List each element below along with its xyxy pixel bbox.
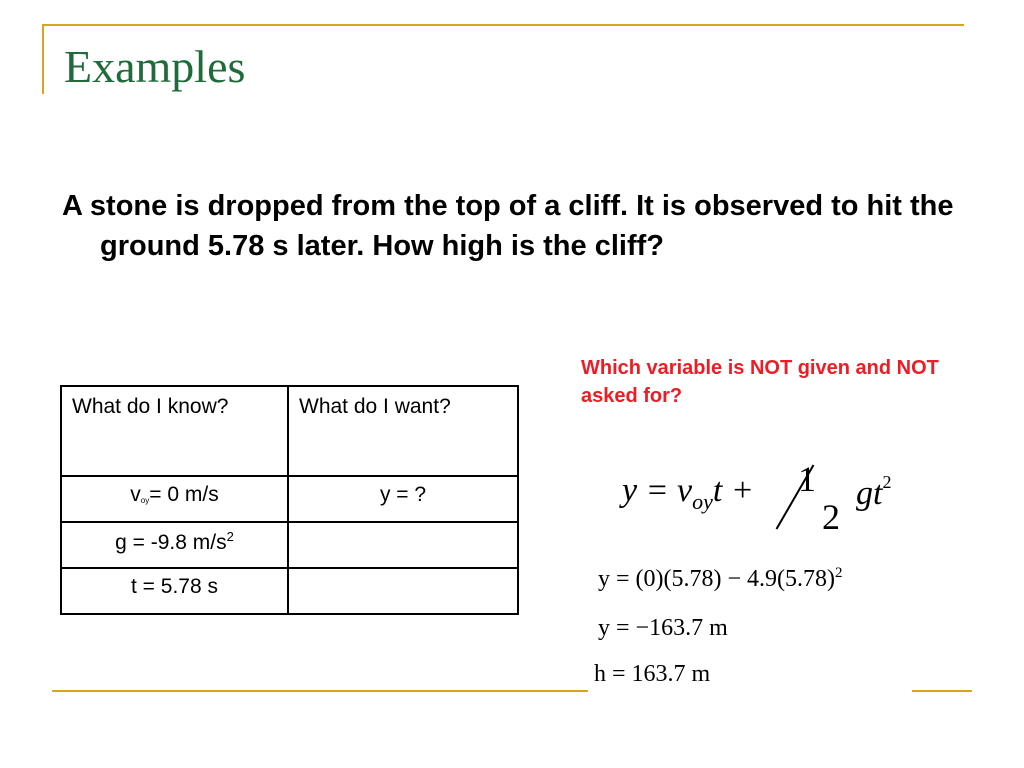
table-row <box>61 522 518 568</box>
known-voy: $v_{oy}= 0$ m/s <box>61 476 288 522</box>
slide-title: Examples <box>64 41 246 92</box>
known-g: g = -9.8 $m/s^2$ <box>61 522 288 568</box>
question-prompt: Which variable is NOT given and NOT asked for? <box>581 357 939 407</box>
bottom-border-line <box>52 690 588 692</box>
fraction-denominator: 2 <box>822 497 840 537</box>
kinematic-equation-end: $gt^2$ <box>856 472 892 512</box>
known-t: t = 5.78 s <box>61 568 288 614</box>
want-y: y = ? <box>288 476 518 522</box>
variables-table <box>60 385 519 615</box>
header-known: What do I know? <box>61 386 288 476</box>
equation-substitution: $y = (0)(5.78) - 4.9(5.78)^2$ <box>598 565 843 592</box>
table-row <box>61 476 518 522</box>
top-border-line <box>42 24 964 26</box>
table-header-row <box>61 386 518 476</box>
header-want: What do I want? <box>288 386 518 476</box>
left-border-line <box>42 24 44 94</box>
equation-height: h = 163.7 m <box>594 661 711 687</box>
fraction-numerator: 1 <box>798 459 816 499</box>
problem-statement: A stone is dropped from the top of a cliff. It is observed to hit the ground 5.78 s later. How high is the cliff? <box>62 190 954 262</box>
want-empty <box>288 568 518 614</box>
want-empty <box>288 522 518 568</box>
table-row <box>61 568 518 614</box>
bottom-border-line <box>912 690 972 692</box>
equation-result: y = −163.7 m <box>598 615 728 641</box>
kinematic-equation: $y = v_{oy}t$ + <box>622 472 754 514</box>
